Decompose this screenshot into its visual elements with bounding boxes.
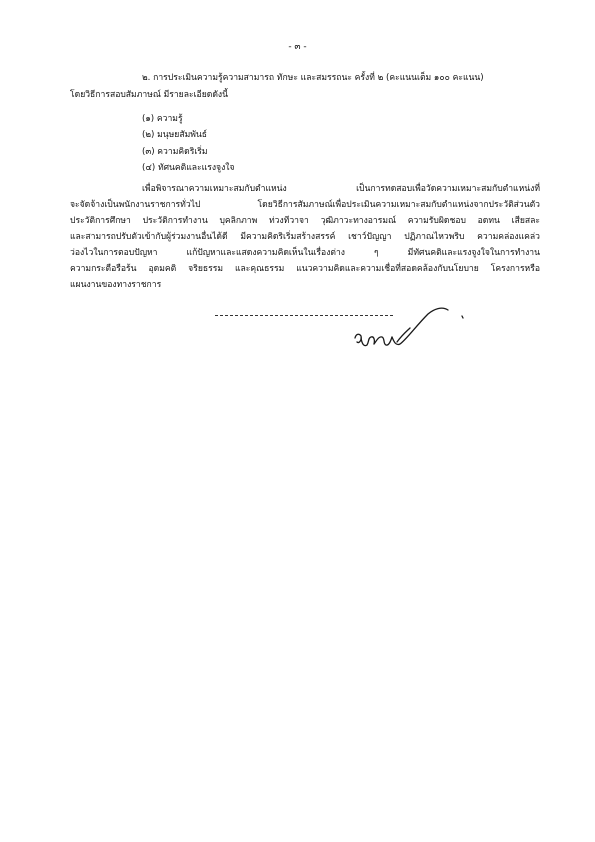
paragraph-line: จะจัดจ้างเป็นพนักงานราชการทั่วไป โดยวิธีการสัมภาษณ์เพื่อประเมินความเหมาะสมกับตำแหน่งจากประวัติส่วนตัว [70,200,540,210]
criteria-item-initiative: (๓) ความคิดริเริ่ม [142,147,208,157]
paragraph-line: ประวัติการศึกษา ประวัติการทำงาน บุคลิกภาพ ท่วงทีวาจา วุฒิภาวะทางอารมณ์ ความรับผิดชอบ อดทน เสียสละ [70,216,540,226]
handwritten-signature [350,300,470,360]
section-heading-continuation: โดยวิธีการสอบสัมภาษณ์ มีรายละเอียดดังนี้ [70,90,228,100]
paragraph-line: และสามารถปรับตัวเข้ากับผู้ร่วมงานอื่นได้ดี มีความคิดริเริ่มสร้างสรรค์ เชาว์ปัญญา ปฏิภาณไหวพริบ ความคล่องแคล่ว [70,232,540,242]
page-number: - ๓ - [288,42,307,52]
criteria-item-human-relations: (๒) มนุษยสัมพันธ์ [142,130,208,140]
paragraph-line: เพื่อพิจารณาความเหมาะสมกับตำแหน่ง เป็นการทดสอบเพื่อวัดความเหมาะสมกับตำแหน่งที่ [142,184,540,194]
criteria-item-attitude-motivation: (๔) ทัศนคติและแรงจูงใจ [142,163,235,173]
paragraph-line: ความกระตือรือร้น อุดมคติ จริยธรรม และคุณธรรม แนวความคิดและความเชื่อที่สอดคล้องกับนโยบาย โครงการหรือ [70,264,540,274]
criteria-item-knowledge: (๑) ความรู้ [142,114,183,124]
section-heading: ๒. การประเมินความรู้ความสามารถ ทักษะ และสมรรถนะ ครั้งที่ ๒ (คะแนนเต็ม ๑๐๐ คะแนน) [142,73,484,83]
paragraph-line: ว่องไวในการตอบปัญหา แก้ปัญหาและแสดงความคิดเห็นในเรื่องต่าง ๆ มีทัศนคติและแรงจูงใจในการทำงาน [70,248,540,258]
paragraph-line: แผนงานของทางราชการ [70,280,162,290]
